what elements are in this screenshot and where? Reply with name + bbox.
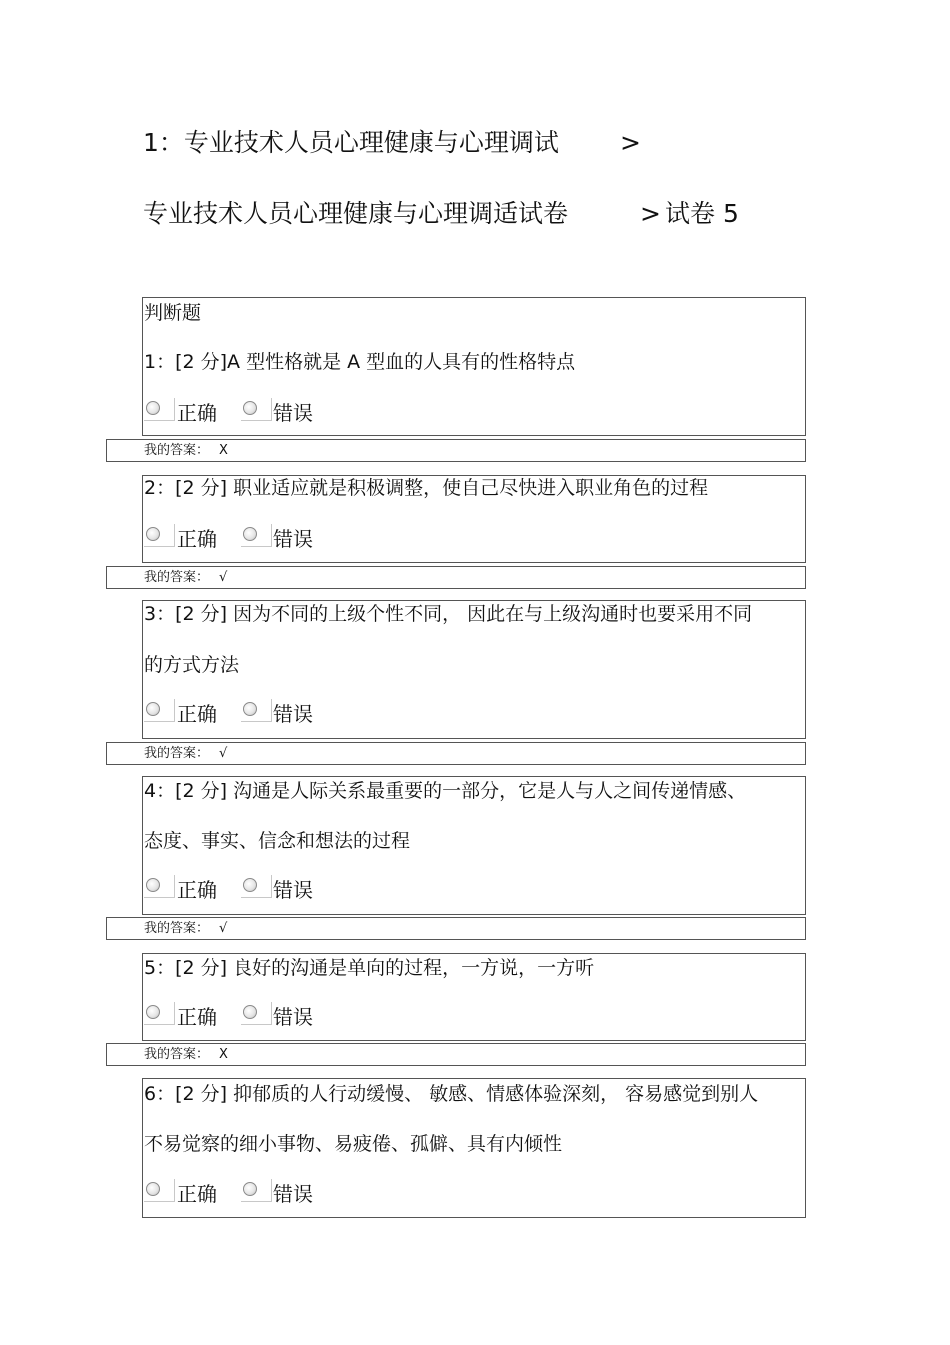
option-true-label: 正确 <box>177 527 217 551</box>
radio-true-icon[interactable] <box>146 401 160 415</box>
option-false-label: 错误 <box>273 702 313 726</box>
breadcrumb-separator: > <box>620 128 641 157</box>
option-false-label: 错误 <box>273 1182 313 1206</box>
answer-value: √ <box>219 746 228 761</box>
breadcrumb-part-1: 1：专业技术人员心理健康与心理调试 <box>143 128 559 157</box>
answer-label: 我的答案： <box>144 1047 210 1062</box>
question-card <box>142 953 806 1041</box>
radio-false-icon[interactable] <box>243 702 257 716</box>
answer-label: 我的答案： <box>144 746 210 761</box>
answer-value: √ <box>219 570 228 585</box>
breadcrumb-separator: > <box>640 199 661 228</box>
radio-true-icon[interactable] <box>146 878 160 892</box>
option-true-label: 正确 <box>177 878 217 902</box>
question-text: 4：[2 分] 沟通是人际关系最重要的一部分，它是人与人之间传递情感、 <box>144 780 747 802</box>
radio-true-icon[interactable] <box>146 702 160 716</box>
radio-false-icon[interactable] <box>243 1182 257 1196</box>
option-false-label: 错误 <box>273 527 313 551</box>
question-card <box>142 475 806 563</box>
question-card <box>142 776 806 915</box>
breadcrumb-part-3: 试卷 5 <box>665 199 739 228</box>
option-true-label: 正确 <box>177 702 217 726</box>
question-card <box>142 297 806 436</box>
radio-false-icon[interactable] <box>243 527 257 541</box>
option-true-label: 正确 <box>177 1182 217 1206</box>
radio-true-icon[interactable] <box>146 1005 160 1019</box>
question-text-continued: 的方式方法 <box>144 654 240 676</box>
option-false-label: 错误 <box>273 401 313 425</box>
radio-true-icon[interactable] <box>146 1182 160 1196</box>
radio-false-icon[interactable] <box>243 1005 257 1019</box>
option-true-label: 正确 <box>177 401 217 425</box>
question-text: 6：[2 分] 抑郁质的人行动缓慢、 敏感、情感体验深刻， 容易感觉到别人 <box>144 1083 759 1105</box>
question-text: 3：[2 分] 因为不同的上级个性不同， 因此在与上级沟通时也要采用不同 <box>144 603 753 625</box>
answer-row <box>106 1043 806 1066</box>
answer-label: 我的答案： <box>144 921 210 936</box>
radio-false-icon[interactable] <box>243 401 257 415</box>
question-text-continued: 态度、事实、信念和想法的过程 <box>144 830 411 852</box>
option-false-label: 错误 <box>273 1005 313 1029</box>
option-true-label: 正确 <box>177 1005 217 1029</box>
question-text: 2：[2 分] 职业适应就是积极调整，使自己尽快进入职业角色的过程 <box>144 477 709 499</box>
section-title: 判断题 <box>144 302 202 324</box>
radio-false-icon[interactable] <box>243 878 257 892</box>
answer-value: X <box>219 1047 228 1062</box>
answer-row <box>106 917 806 940</box>
answer-row <box>106 439 806 462</box>
question-text: 1：[2 分]A 型性格就是 A 型血的人具有的性格特点 <box>144 351 576 373</box>
answer-label: 我的答案： <box>144 570 210 585</box>
question-text: 5：[2 分] 良好的沟通是单向的过程，一方说，一方听 <box>144 957 595 979</box>
breadcrumb-part-2: 专业技术人员心理健康与心理调适试卷 <box>143 199 569 228</box>
radio-true-icon[interactable] <box>146 527 160 541</box>
question-card <box>142 1078 806 1218</box>
answer-value: X <box>219 443 228 458</box>
option-false-label: 错误 <box>273 878 313 902</box>
question-card <box>142 600 806 739</box>
answer-label: 我的答案： <box>144 443 210 458</box>
answer-row <box>106 742 806 765</box>
answer-row <box>106 566 806 589</box>
question-text-continued: 不易觉察的细小事物、易疲倦、孤僻、具有内倾性 <box>144 1133 563 1155</box>
answer-value: √ <box>219 921 228 936</box>
